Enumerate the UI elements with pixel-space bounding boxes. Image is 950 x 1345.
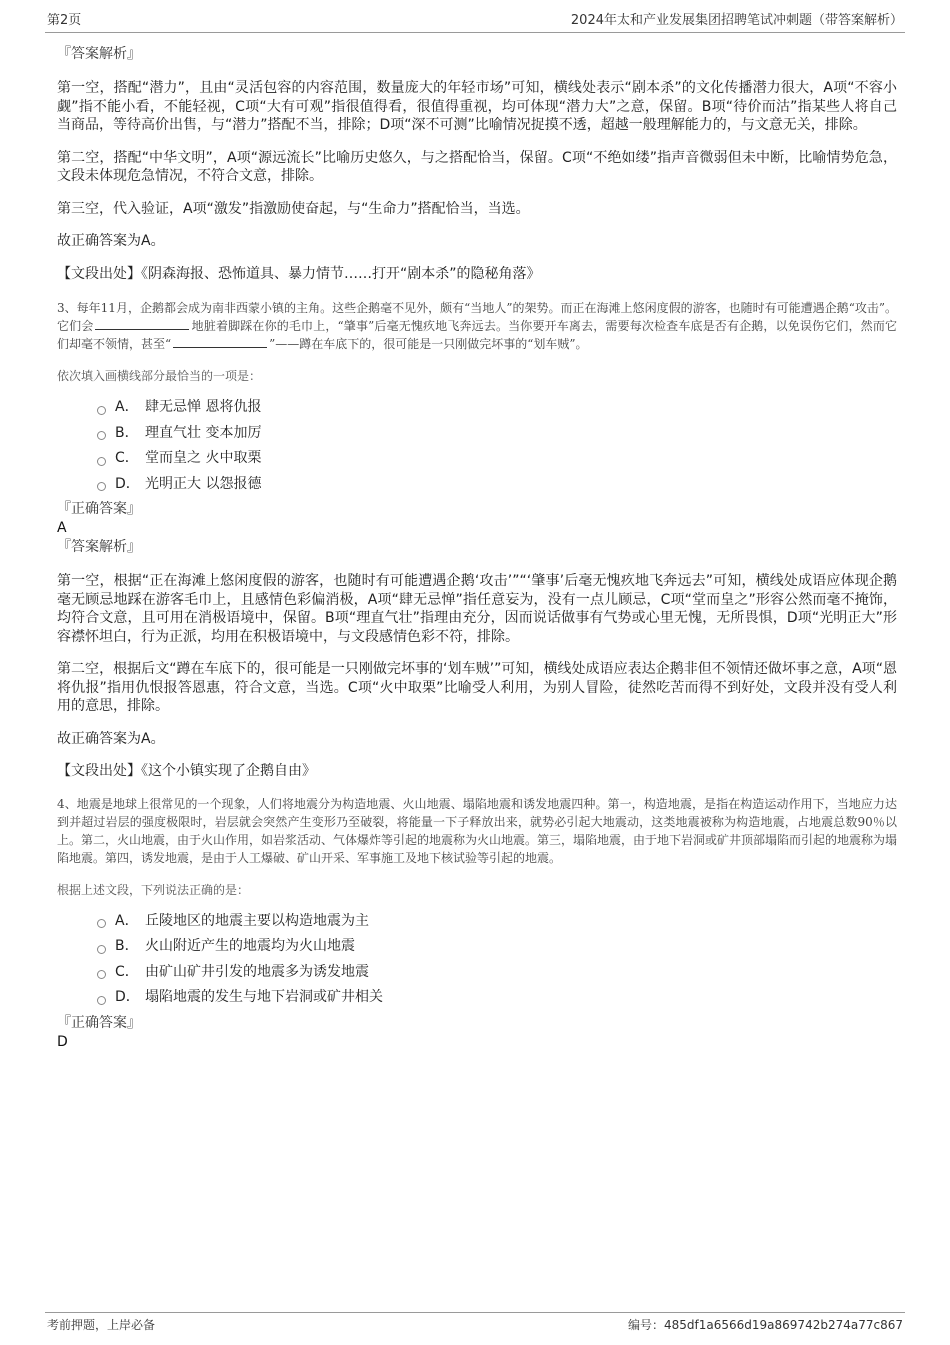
option-a[interactable]: A． 丘陵地区的地震主要以构造地震为主 [97,909,897,935]
question-3-options [57,395,897,497]
answer-conclusion: 故正确答案为A。 [57,233,165,249]
source-label: 【文段出处】 [57,763,141,779]
source-line [57,762,897,781]
option-d[interactable]: D． 光明正大 以怨报德 [97,472,897,498]
answer-value: A [57,520,67,536]
source-title: 《这个小镇实现了企鹅自由》 [141,763,316,779]
option-d[interactable]: D． 塌陷地震的发生与地下岩洞或矿井相关 [97,985,897,1011]
page-number: 第2页 [47,13,82,28]
document-id: 编号：485df1a6566d19a869742b274a77c867 [628,1318,903,1332]
question-4-options [57,909,897,1011]
document-title: 2024年太和产业发展集团招聘笔试冲刺题（带答案解析） [570,13,903,28]
analysis-paragraph: 第一空，根据“正在海滩上悠闲度假的游客，也随时有可能遭遇企鹅‘攻击’”“‘肇事’后毫无愧疚地飞奔远去”可知，横线处成语应体现企鹅毫无顾忌地踩在游客毛巾上，且感情色彩偏消极，A项“肆无忌惮”指任意妄为，没有一点儿顾忌，C项“堂而皇之”形容公然而毫不掩饰，均符合文意，且可用在消极语境中，保留。B项“理直气壮”指理由充分，因而说话做事有气势或心里无愧，无所畏惧，D项“光明正大”形容襟怀坦白，行为正派，均用在积极语境中，与文段感情色彩不符，排除。 [57,573,897,645]
page-footer [45,1312,905,1333]
analysis-paragraph: 第三空，代入验证，A项“激发”指激励使奋起，与“生命力”搭配恰当，当选。 [57,200,530,217]
answer-label: 『正确答案』 [57,501,141,517]
answer-label: 『正确答案』 [57,1014,141,1031]
source-line [57,265,897,284]
page-header [45,10,905,33]
radio-icon[interactable] [97,996,106,1005]
analysis-paragraph: 第二空，搭配“中华文明”，A项“源远流长”比喻历史悠久，与之搭配恰当，保留。C项“不绝如缕”指声音微弱但未中断，比喻情势危急，文段未体现危急情况，不符合文意，排除。 [57,149,897,184]
option-b[interactable]: B． 火山附近产生的地震均为火山地震 [97,934,897,960]
radio-icon[interactable] [97,945,106,954]
blank-line [95,317,189,330]
question-4-text: 4、地震是地球上很常见的一个现象，人们将地震分为构造地震、火山地震、塌陷地震和诱发地震四种。第一，构造地震，是指在构造运动作用下，当地应力达到并超过岩层的强度极限时，岩层就会突然产生变形乃至破裂，将能量一下子释放出来，就势必引起大地震动，这类地震被称为构造地震，占地震总数90％以上。第二，火山地震，由于火山作用，如岩浆活动、气体爆炸等引起的地震称为火山地震。第三，塌陷地震，由于地下岩洞或矿井顶部塌陷而引起的地震称为塌陷地震。第四，诱发地震，是由于人工爆破、矿山开采、军事施工及地下核试验等引起的地震。 [57,796,898,865]
analysis-label: 『答案解析』 [57,46,141,62]
question-4-stem: 根据上述文段，下列说法正确的是： [57,882,250,897]
option-b[interactable]: B． 理直气壮 变本加厉 [97,421,897,447]
analysis-paragraph: 第一空，搭配“潜力”，且由“灵活包容的内容范围，数量庞大的年轻市场”可知，横线处表示“剧本杀”的文化传播潜力很大，A项“不容小觑”指不能小看，不能轻视，C项“大有可观”指很值得看，很值得重视，均可体现“潜力大”之意，保留。B项“待价而沽”指某些人将自己当商品，等待高价出售，与“潜力”搭配不当，排除；D项“深不可测”比喻情况捉摸不透，超越一般理解能力的，与文意无关，排除。 [57,80,897,133]
analysis-paragraph: 第二空，根据后文“蹲在车底下的，很可能是一只刚做完坏事的‘划车贼’”可知，横线处成语应表达企鹅非但不领情还做坏事之意，A项“恩将仇报”指用仇恨报答恩惠，符合文意，当选。C项“火中取栗”比喻受人利用，为别人冒险，徒然吃苦而得不到好处，文段并没有受人利用的意思，排除。 [57,661,897,714]
option-c[interactable]: C． 由矿山矿井引发的地震多为诱发地震 [97,960,897,986]
footer-slogan: 考前押题，上岸必备 [47,1318,156,1332]
radio-icon[interactable] [97,457,106,466]
document-body [57,44,897,1052]
blank-line [173,335,267,348]
question-3-stem: 依次填入画横线部分最恰当的一项是： [57,369,262,383]
radio-icon[interactable] [97,482,106,491]
radio-icon[interactable] [97,919,106,928]
analysis-label: 『答案解析』 [57,539,141,555]
answer-value: D [57,1033,68,1050]
radio-icon[interactable] [97,431,106,440]
source-title: 《阴森海报、恐怖道具、暴力情节……打开“剧本杀”的隐秘角落》 [141,265,541,282]
answer-conclusion: 故正确答案为A。 [57,730,165,747]
option-c[interactable]: C． 堂而皇之 火中取栗 [97,446,897,472]
source-label: 【文段出处】 [57,265,141,282]
question-3-text: 3、每年11月，企鹅都会成为南非西蒙小镇的主角。这些企鹅毫不见外，颇有“当地人”的架势。而正在海滩上悠闲度假的游客，也随时有可能遭遇企鹅“攻击”。它们会 地脏着脚踩在你的毛巾上，“肇事”后毫无愧疚地飞奔远去。当你要开车离去，需要每次检查车底是否有企鹅，以免误伤它们，然而它们却毫不领情，甚至“ ”——蹲在车底下的，很可能是一只刚做完坏事的“划车贼”。 [57,301,897,351]
radio-icon[interactable] [97,970,106,979]
radio-icon[interactable] [97,406,106,415]
option-a[interactable]: A． 肆无忌惮 恩将仇报 [97,395,897,421]
